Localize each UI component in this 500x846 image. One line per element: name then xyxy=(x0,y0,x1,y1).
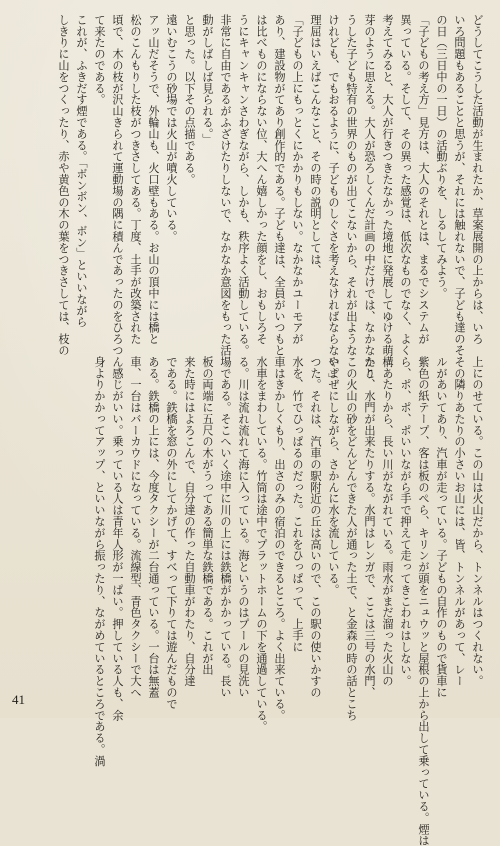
text-column: うした子ども特有の世界のものが出てこないから、それが出ような xyxy=(345,14,358,356)
text-column: る。川は流れ流れて海に入っている。海というのはプールの見洗い xyxy=(237,356,250,698)
text-column: たり、水門が出来たりする。水門はレンガで、ここは三号の水門、 xyxy=(363,356,376,698)
text-column: て来たのである。 xyxy=(93,14,106,106)
text-column: やまぜにしながら、さかんに水を流している。 xyxy=(327,356,340,596)
text-column: 芽のように思える。大人が恐ろしくんだ計画の中だけでは、なかなかこ xyxy=(363,14,376,379)
text-column: つた。それは、汽車の駅附近の丘は高いので、この駅の使いかすの xyxy=(309,356,322,698)
text-column: 動がしばしば見られる。」 xyxy=(201,14,214,146)
text-column: ある。鉄橋の上には、今度タクシーが二台通っている。一台は無蓋 xyxy=(147,356,160,698)
text-column: 「子どもの上にもっとくにかかりもしない。なかなかユーモアが xyxy=(291,14,304,345)
text-column: 頃で、木の枝が沢山きられて運動場の隅に積んであったのをひろつ xyxy=(111,14,124,356)
text-column: 紫色の紙テープ、客は板のぺら、キリンが頭をニュウッと屋根の上から出して乗っている。煙は xyxy=(417,356,430,846)
text-column: 「子どもの考え方」見方は、大人のそれとは、まるでシステムが xyxy=(417,14,430,345)
text-column: この火山の砂をどんどんできた人が通った土で、と金森の時の話とこち xyxy=(345,356,358,721)
text-column: 来た時にはよろこんで、自分達の作った自動車がわたり、自分達 xyxy=(183,356,196,687)
text-column: ルがあいてあり、汽車が走っている。子どもの自作のもので貨車に xyxy=(435,356,448,698)
text-column: 身よりかかってアップ、といいながら振ったり、ながめているところである。渦 xyxy=(93,356,106,767)
text-column: 理屈はいえばこんなこと、その時の説明としては、 xyxy=(309,14,322,277)
text-column: ん感じがいい。乗っている人は青年人形が一ぱい。押している人も、余 xyxy=(111,356,124,721)
text-column: 考えてみると、大人が行きつきたなかった境地に発展してゆける萌 xyxy=(381,14,394,356)
text-column: これが、ふきだす煙である。「ボンボン、ボン」といいながら xyxy=(75,14,88,328)
text-column: 水車をまわしている。竹筒は途中でプラットホームの下を通過している。 xyxy=(255,356,268,733)
text-column: である。鉄橋を窓の外にしてかげて、すべって下りては遊んだもので xyxy=(165,356,178,710)
text-column: しきりに山をつくったり、赤や黄色の木の葉をつきさしては、枝の xyxy=(57,14,70,356)
text-column: どうしてこうした活動が生まれたか、草案展開の上からは、いろ xyxy=(471,14,484,345)
page-number: 41 xyxy=(12,692,25,707)
text-column: の日（三日中の一日）の活動ぶりを、しるしてみよう。 xyxy=(435,14,448,299)
text-column: 水を、竹でひっぱるのだった。これをひっぱって、上手に xyxy=(291,356,304,653)
text-column: あり、建設物がてあり創作的である。子ども達は、全員がいつもと xyxy=(273,14,286,356)
text-column: 車、一台はバーカウドになっている。流線型、青色タクシーで大へ xyxy=(129,356,142,698)
lower-text-block xyxy=(31,356,486,846)
text-column: 板の両端に五尺の木がうってある簡単な鉄橋である。これが出 xyxy=(201,356,214,676)
text-column: その隣りあたりの小さいお山には、皆、トンネルがあって、レー xyxy=(453,356,466,687)
text-column: 場である。そこへいく途中に川の上には鉄橋がかかっている。長い xyxy=(219,356,232,698)
text-column: と思った。以下その点描である。 xyxy=(183,14,196,185)
text-column: 上にのせている。この山は火山だから、トンネルはつくれない。 xyxy=(471,356,484,687)
text-column: 異っている。そして、その異った感覚は、低次なものでなく、よく xyxy=(399,14,412,356)
text-column: いろ問題もあることと思うが、それには触れないで、子ども達のそ xyxy=(453,14,466,356)
text-column: は比べものにならない位、大へん嬉しかった顔をし、おもしろそ xyxy=(255,14,268,345)
text-column: 松のこんもりした枝がつきさしてある。丁度、土手が改築された xyxy=(129,14,142,345)
text-column: 遠いむこうの砂場では火山が噴火している。 xyxy=(165,14,178,242)
text-column: 構あたりから、長い川がながれている。雨水がまだ溜った火山の xyxy=(381,356,394,687)
text-column: うにキャンキャンさわぎながら、しかも、秩序よく活動している。 xyxy=(237,14,250,356)
text-column: 車はきかしくもり、出さのみの宿泊のできるところ。よく出来ている。 xyxy=(273,356,286,721)
text-column: ら、ポ、ポ、ポいいながら手で押えて走ってきこわれはしない。 xyxy=(399,356,412,687)
upper-text-block xyxy=(31,14,486,385)
text-column: アッ山だそうで、外輪山も、火口壁もある。お山の頂中には橋と xyxy=(147,14,160,345)
text-column: 非常に自由であるがふざけたりしないで、なかなか意図をもった活 xyxy=(219,14,232,356)
text-column: けれども、でもおるように、子どものしぐさを考えなければならない。」 xyxy=(327,14,340,385)
